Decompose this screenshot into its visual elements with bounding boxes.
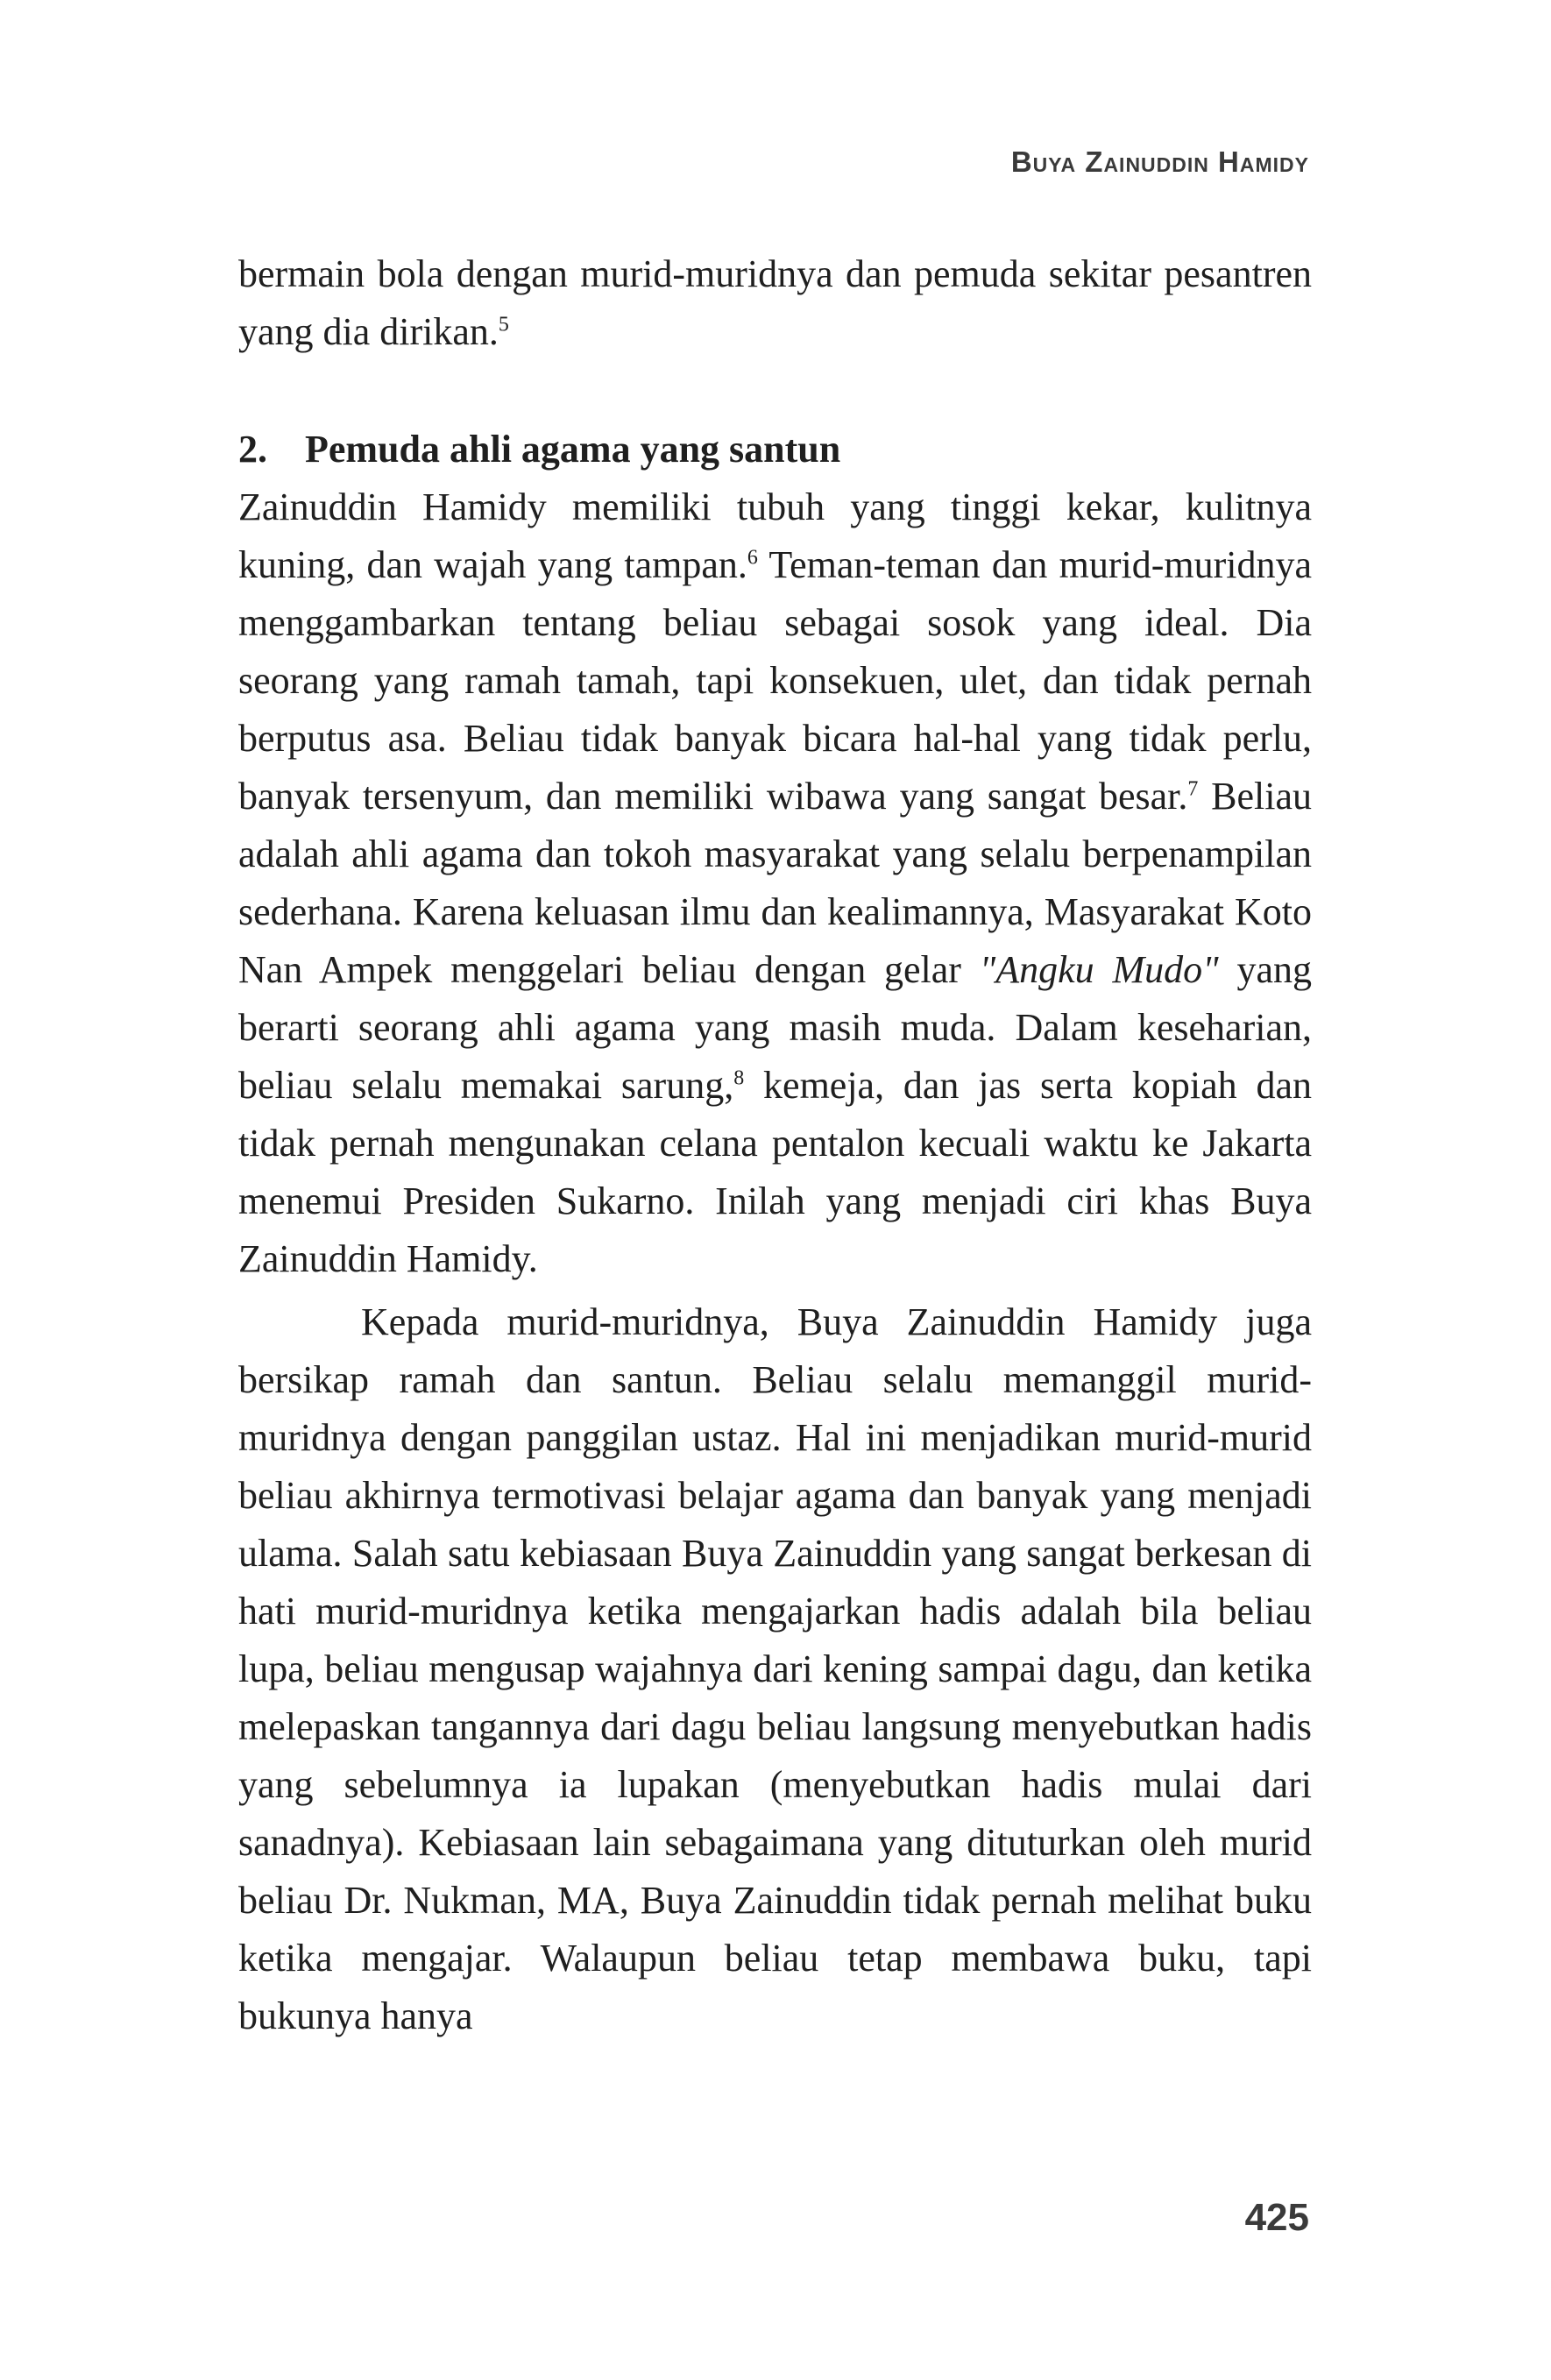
angku-mudo-quote: "Angku Mudo" [979,948,1219,991]
section-title: Pemuda ahli agama yang santun [305,428,841,471]
para1-part2: Teman-teman dan murid-muridnya menggambarkan tentang beliau sebagai sosok yang ideal. Dia seorang yang ramah tamah, tapi konsekuen, ulet, dan tidak pernah berputus asa. Beliau tidak banyak bicara hal-hal yang tidak perlu, banyak tersenyum, dan memiliki wibawa yang sangat besar. [238,543,1312,818]
footnote-ref-8[interactable]: 8 [733,1066,745,1090]
page-body [238,245,1312,2045]
intro-text: bermain bola dengan murid-muridnya dan pemuda sekitar pesantren yang dia dirikan. [238,252,1312,353]
section-heading [238,421,1312,478]
running-header: Buya Zainuddin Hamidy [1010,145,1309,178]
para1-part4: yang berarti seorang ahli agama yang masih muda. Dalam keseharian, beliau selalu memakai sarung, [238,948,1312,1107]
page-number: 425 [1244,2196,1309,2239]
body-paragraph-2: Kepada murid-muridnya, Buya Zainuddin Hamidy juga bersikap ramah dan santun. Beliau selalu memanggil murid-muridnya dengan panggilan ustaz. Hal ini menjadikan murid-murid beliau akhirnya termotivasi belajar agama dan banyak yang menjadi ulama. Salah satu kebiasaan Buya Zainuddin yang sangat berkesan di hati murid-muridnya ketika mengajarkan hadis adalah bila beliau lupa, beliau mengusap wajahnya dari kening sampai dagu, dan ketika melepaskan tangannya dari dagu beliau langsung menyebutkan hadis yang sebelumnya ia lupakan (menyebutkan hadis mulai dari sanadnya). Kebiasaan lain sebagaimana yang dituturkan oleh murid beliau Dr. Nukman, MA, Buya Zainuddin tidak pernah melihat buku ketika mengajar. Walaupun beliau tetap membawa buku, tapi bukunya hanya [238,1300,1312,2037]
footnote-ref-6[interactable]: 6 [747,546,758,570]
footnote-ref-5[interactable]: 5 [498,313,509,336]
footnote-ref-7[interactable]: 7 [1187,777,1199,801]
para1-part1: Zainuddin Hamidy memiliki tubuh yang tinggi kekar, kulitnya kuning, dan wajah yang tampan. [238,485,1312,586]
intro-paragraph [238,245,1312,361]
para1-part3: Beliau adalah ahli agama dan tokoh masyarakat yang selalu berpenampilan sederhana. Karena keluasan ilmu dan kealimannya, Masyarakat Koto Nan Ampek menggelari beliau dengan gelar [238,775,1312,991]
body-paragraph-1 [238,478,1312,1288]
section-number: 2. [238,428,267,471]
para1-part5: kemeja, dan jas serta kopiah dan tidak pernah mengunakan celana pentalon kecuali waktu ke Jakarta menemui Presiden Sukarno. Inilah yang menjadi ciri khas Buya Zainuddin Hamidy. [238,1064,1312,1280]
